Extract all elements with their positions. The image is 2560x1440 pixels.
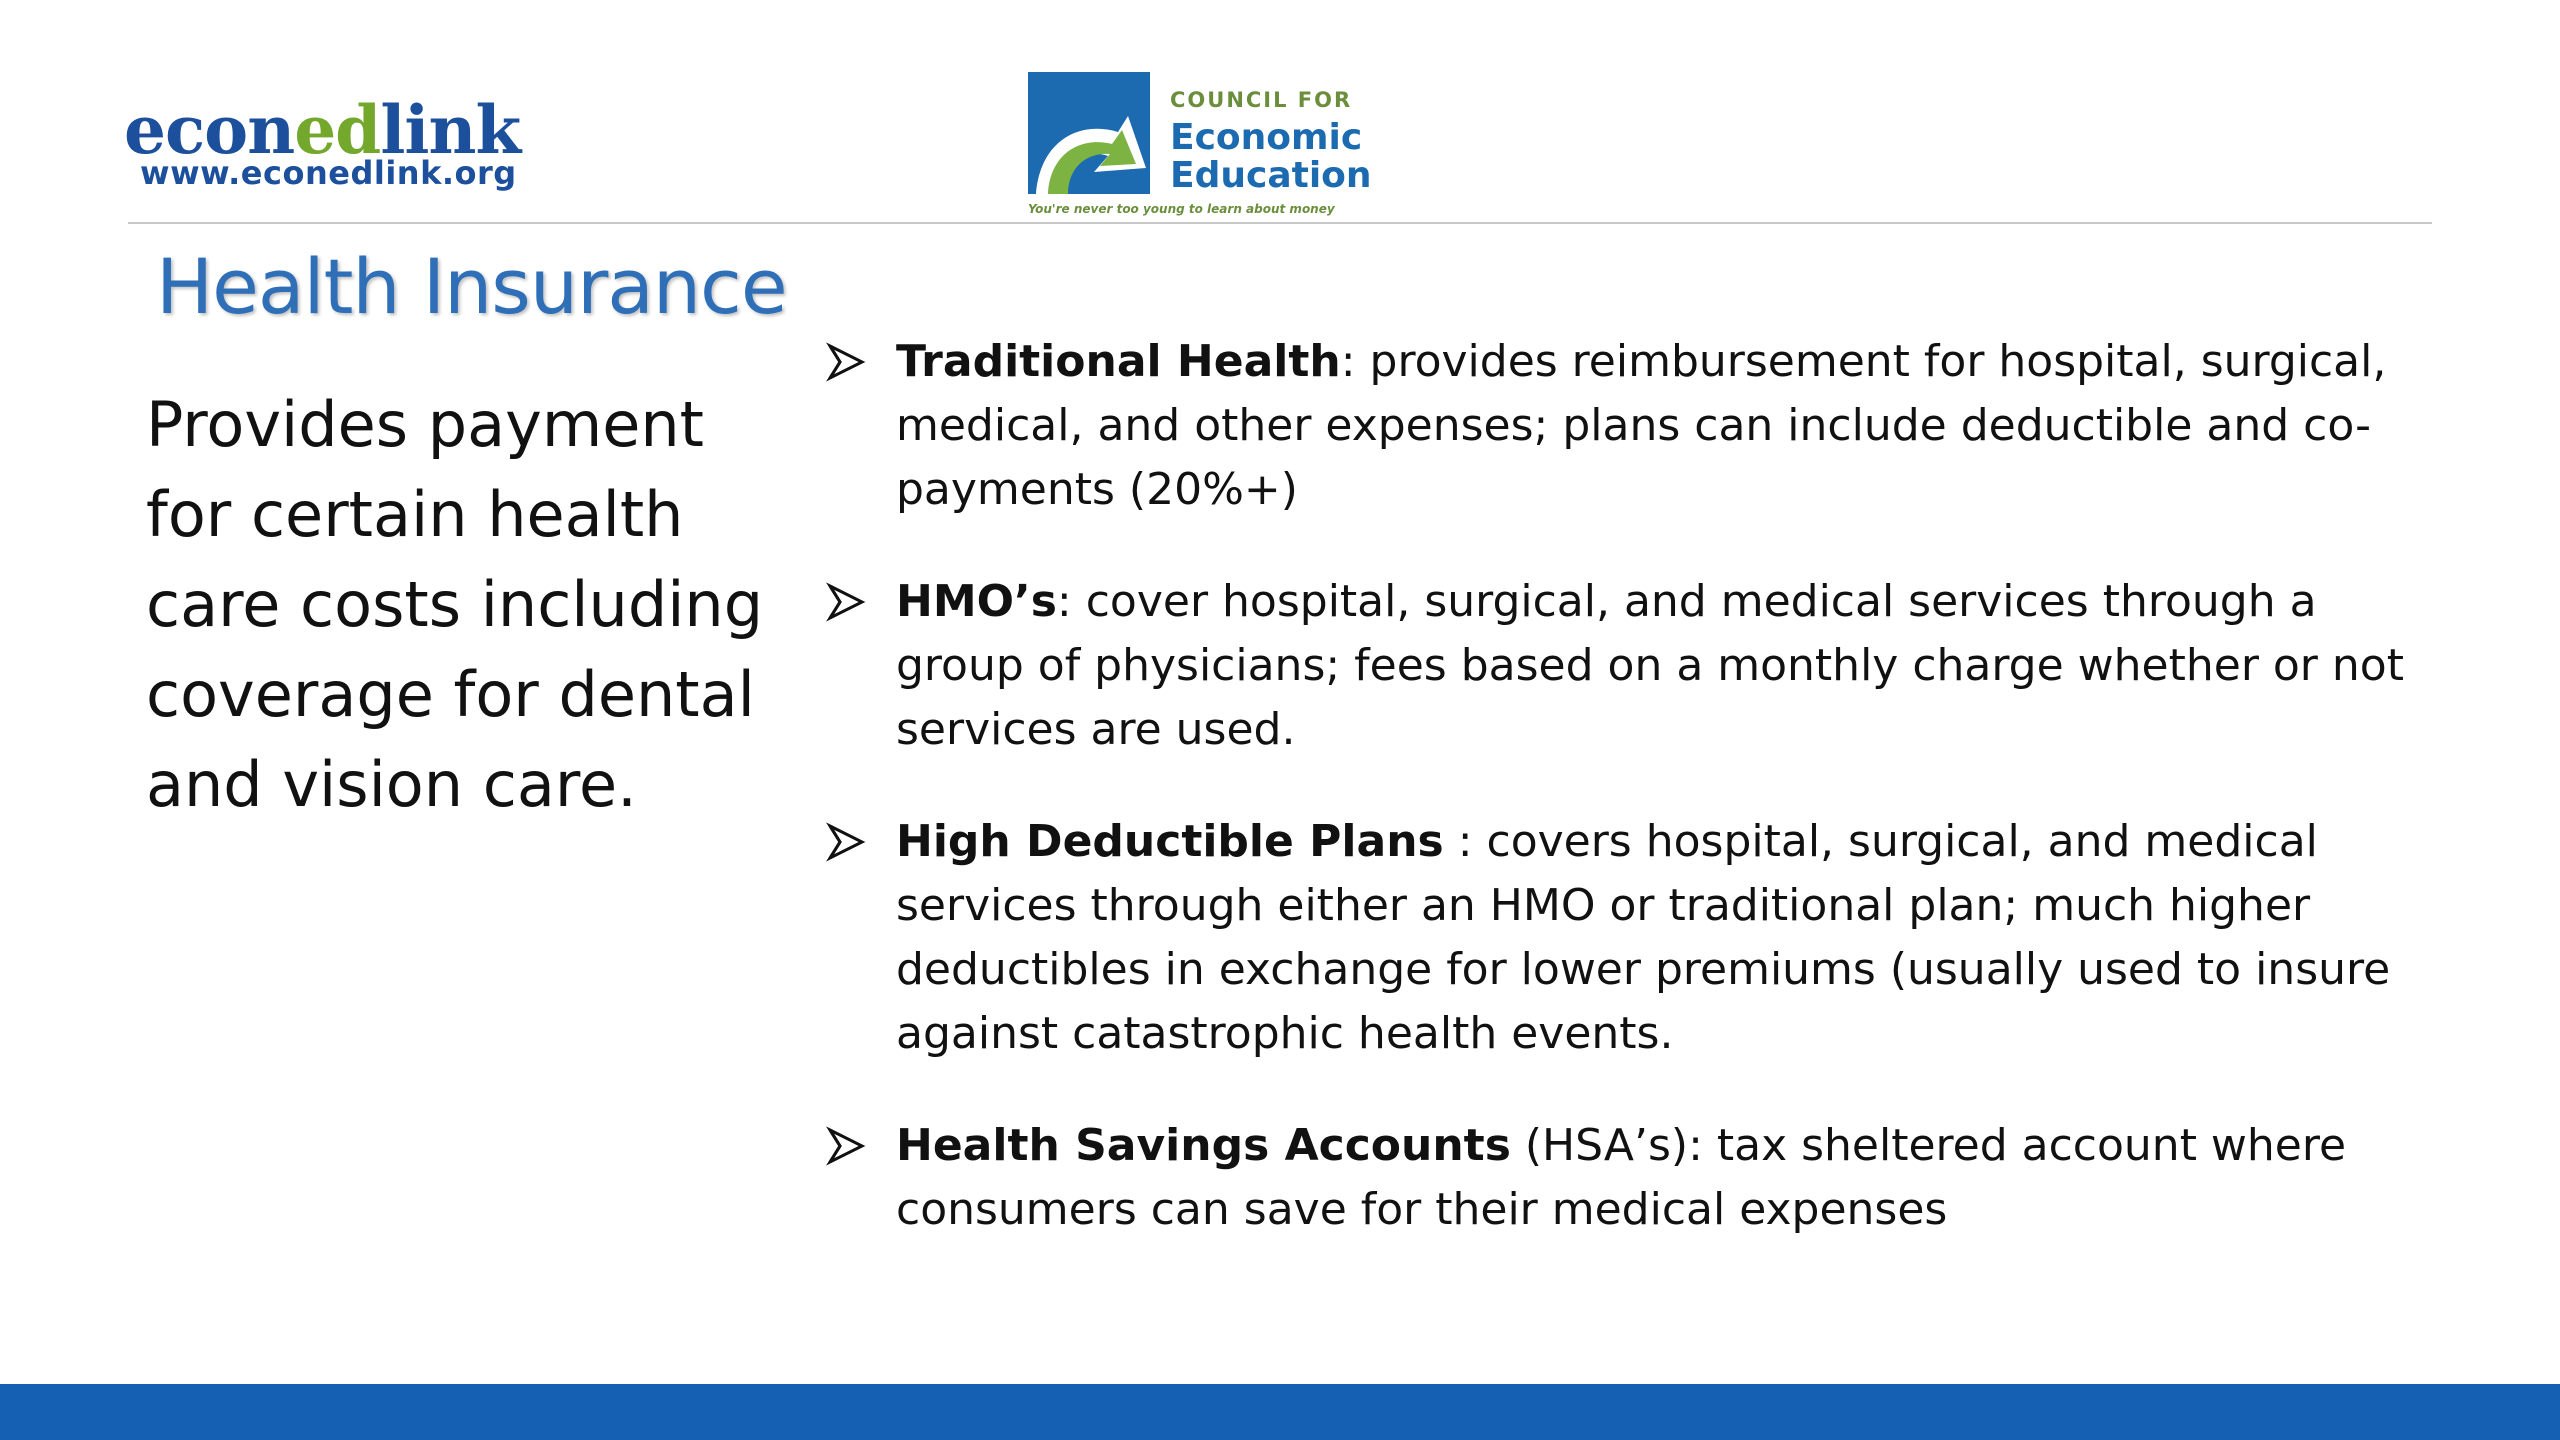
bullet-term: High Deductible Plans xyxy=(896,816,1444,867)
header-divider xyxy=(128,222,2432,224)
bullet-description: : covers hospital, surgical, and medical services through either an HMO or traditional plan; much higher deductibles in exchange for lower premiums (usually used to insure against catastrophic health events. xyxy=(896,816,2391,1059)
arrow-bullet-icon xyxy=(826,342,866,382)
wordmark-part-link: link xyxy=(380,91,521,169)
wordmark-part-econ: econ xyxy=(124,91,295,169)
bullet-description: : cover hospital, surgical, and medical services through a group of physicians; fees based on a monthly charge whether or not services are used. xyxy=(896,576,2404,755)
bullet-term: HMO’s xyxy=(896,576,1057,627)
bullet-term: Traditional Health xyxy=(896,336,1341,387)
cee-big-text-education: Education xyxy=(1170,155,1372,196)
bullet-description: (HSA’s): tax sheltered account where consumers can save for their medical expenses xyxy=(896,1120,2347,1235)
bullet-item xyxy=(826,570,2426,762)
arrow-bullet-icon xyxy=(826,1126,866,1166)
bullet-term: Health Savings Accounts xyxy=(896,1120,1511,1171)
cee-big-text-economic: Economic xyxy=(1170,117,1363,158)
bullet-item xyxy=(826,1114,2426,1242)
council-for-economic-education-logo[interactable] xyxy=(1028,72,1372,222)
bullet-description: : provides reimbursement for hospital, surgical, medical, and other expenses; plans can include deductible and co-payments (20%+) xyxy=(896,336,2387,515)
arrow-bullet-icon xyxy=(826,822,866,862)
cee-small-text: COUNCIL FOR xyxy=(1170,88,1353,112)
bullet-list xyxy=(826,330,2426,1290)
wordmark-part-ed: ed xyxy=(294,91,381,169)
bullet-item xyxy=(826,810,2426,1066)
econedlink-url: www.econedlink.org xyxy=(140,154,517,192)
cee-arrow-icon xyxy=(1028,72,1150,194)
bullet-item xyxy=(826,330,2426,522)
footer-bar xyxy=(0,1384,2560,1440)
arrow-bullet-icon xyxy=(826,582,866,622)
econedlink-logo[interactable] xyxy=(124,92,544,202)
intro-text: Provides payment for certain health care costs including coverage for dental and vision care. xyxy=(146,388,764,821)
page-title: Health Insurance xyxy=(156,242,787,331)
cee-tagline: You're never too young to learn about money xyxy=(1028,202,1335,216)
